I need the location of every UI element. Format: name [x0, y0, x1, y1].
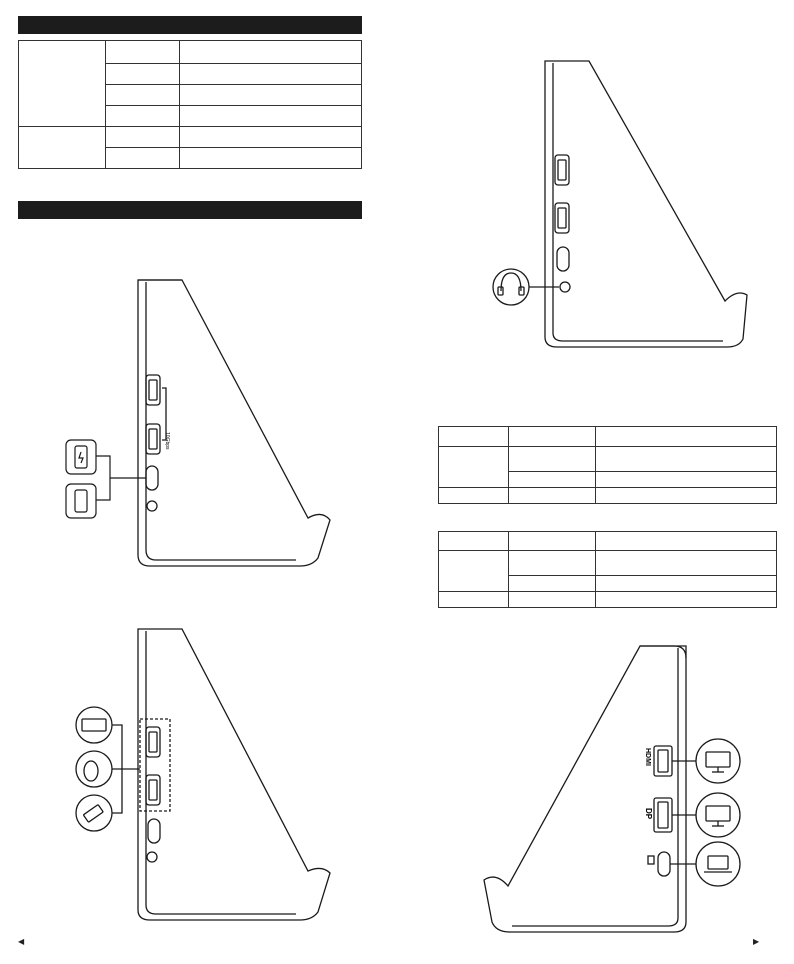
- table-row: [439, 488, 777, 504]
- spec-table-2: [438, 426, 777, 504]
- monitor-icon: [696, 793, 740, 837]
- phone-charging-icon: [66, 440, 96, 474]
- table-cell: [509, 488, 596, 504]
- table-cell: [180, 64, 362, 85]
- table-row: [439, 427, 777, 447]
- dock-illustration-display: [480, 640, 780, 940]
- table-cell: [180, 85, 362, 106]
- table-cell: [596, 551, 777, 576]
- laptop-icon: [696, 842, 740, 886]
- usb-group-outline: [140, 719, 170, 811]
- table-cell: [509, 427, 596, 447]
- table-cell: [106, 64, 180, 85]
- spec-table-1: [18, 40, 362, 169]
- audio-jack: [147, 852, 157, 862]
- usb-power-icon: [648, 856, 654, 864]
- table-cell: [439, 488, 509, 504]
- dock-body: [138, 629, 330, 920]
- table-cell: [596, 532, 777, 551]
- dock-illustration-headset: [485, 55, 785, 355]
- usb-drive-icon: [76, 795, 112, 831]
- table-row: [439, 532, 777, 551]
- table-cell: [106, 106, 180, 127]
- usb-c-port: [148, 819, 160, 843]
- audio-jack: [560, 282, 570, 292]
- dock-body: [484, 646, 686, 932]
- audio-jack: [147, 501, 157, 511]
- table-cell: [509, 472, 596, 488]
- dock-body: [138, 280, 330, 566]
- dock-illustration-charging: [60, 270, 360, 580]
- mouse-icon: [76, 751, 112, 787]
- table-cell: [596, 592, 777, 608]
- table-cell: [509, 532, 596, 551]
- table-cell: [439, 551, 509, 592]
- next-page-marker: ▶: [753, 937, 760, 946]
- table-cell: [19, 127, 106, 169]
- usb-c-port: [146, 466, 158, 490]
- table-cell: [106, 41, 180, 64]
- table-cell: [509, 447, 596, 472]
- table-cell: [596, 427, 777, 447]
- table-cell: [106, 148, 180, 169]
- table-row: [19, 127, 362, 148]
- table-cell: [180, 41, 362, 64]
- table-cell: [106, 85, 180, 106]
- table-row: [439, 447, 777, 472]
- dp-label: DP: [644, 808, 653, 820]
- monitor-icon: [696, 739, 740, 783]
- table-cell: [106, 127, 180, 148]
- table-cell: [180, 148, 362, 169]
- dock-body: [545, 61, 747, 347]
- table-cell: [19, 41, 106, 127]
- section-header-bar-2: [18, 201, 362, 219]
- table-cell: [509, 551, 596, 576]
- usb-c-host-port: [658, 852, 670, 876]
- usb-speed-label: 10Gbps: [164, 432, 170, 450]
- displayport-port: [654, 798, 672, 832]
- table-cell: [596, 576, 777, 592]
- hdmi-label: HDMI: [644, 748, 651, 766]
- table-cell: [596, 472, 777, 488]
- table-cell: [180, 106, 362, 127]
- table-cell: [439, 592, 509, 608]
- table-cell: [596, 447, 777, 472]
- phone-data-icon: [66, 484, 96, 518]
- table-cell: [596, 488, 777, 504]
- spec-table-3: [438, 531, 777, 608]
- table-cell: [509, 576, 596, 592]
- table-row: [439, 592, 777, 608]
- prev-page-marker: ◀: [18, 937, 25, 946]
- section-header-bar-1: [18, 16, 362, 34]
- dock-illustration-usb: [60, 625, 360, 925]
- table-cell: [439, 447, 509, 488]
- table-cell: [439, 427, 509, 447]
- table-cell: [509, 592, 596, 608]
- usb-c-port: [557, 247, 569, 271]
- table-cell: [439, 532, 509, 551]
- table-cell: [180, 127, 362, 148]
- table-row: [19, 41, 362, 64]
- table-row: [439, 551, 777, 576]
